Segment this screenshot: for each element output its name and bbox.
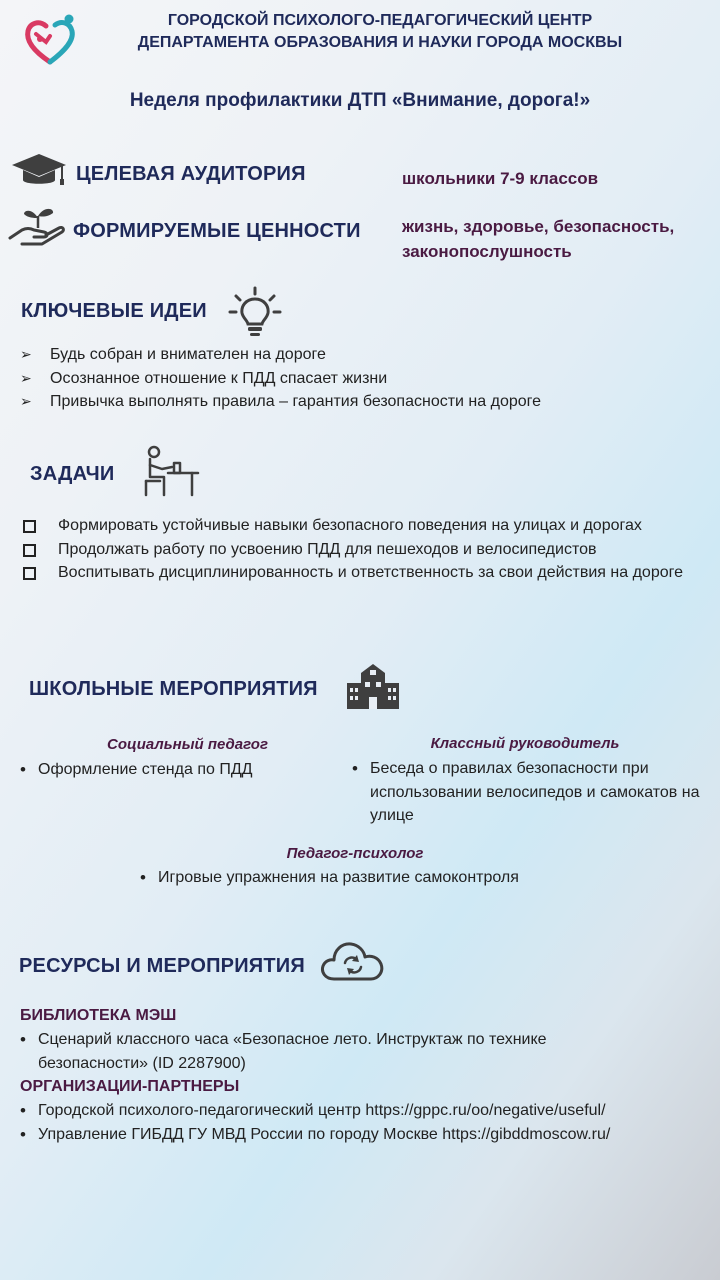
values-value: [402, 214, 674, 264]
org-line-2: ДЕПАРТАМЕНТА ОБРАЗОВАНИЯ И НАУКИ ГОРОДА МОСКВЫ: [137, 34, 623, 51]
cloud-sync-icon: [318, 937, 388, 983]
list-item: ➢ Будь собран и внимателен на дороге: [20, 343, 700, 367]
list-item: • Оформление стенда по ПДД: [20, 758, 320, 782]
tasks-list: [20, 514, 705, 585]
values-line-2: законопослушность: [402, 242, 572, 261]
list-item: • Беседа о правилах безопасности при использовании велосипедов и самокатов на улице: [352, 757, 707, 828]
role-psychologist: Педагог-психолог: [286, 845, 424, 862]
library-list: [20, 1028, 595, 1075]
list-item: • Игровые упражнения на развитие самоконтроля: [140, 866, 640, 890]
page-subtitle: Неделя профилактики ДТП «Внимание, дорога!»: [129, 90, 591, 111]
class-teacher-list: [352, 757, 707, 828]
partners-title: ОРГАНИЗАЦИИ-ПАРТНЕРЫ: [20, 1078, 240, 1095]
org-line-1: ГОРОДСКОЙ ПСИХОЛОГО-ПЕДАГОГИЧЕСКИЙ ЦЕНТР: [167, 12, 593, 29]
role-social-pedagogue: Социальный педагог: [107, 736, 268, 753]
tasks-title: ЗАДАЧИ: [30, 463, 115, 485]
list-item: Формировать устойчивые навыки безопасного поведения на улицах и дорогах: [20, 514, 705, 538]
values-line-1: жизнь, здоровье, безопасность,: [402, 217, 675, 236]
partners-list: [20, 1099, 710, 1146]
list-item: • Управление ГИБДД ГУ МВД России по городу Москве https://gibddmoscow.ru/: [20, 1123, 710, 1147]
list-item: Воспитывать дисциплинированность и ответственность за свои действия на дороге: [20, 561, 705, 585]
library-title: БИБЛИОТЕКА МЭШ: [20, 1007, 177, 1024]
audience-label: ЦЕЛЕВАЯ АУДИТОРИЯ: [76, 163, 306, 185]
psychologist-list: [140, 866, 640, 890]
organization-title: [130, 10, 630, 54]
school-building-icon: [345, 663, 401, 711]
list-item: • Сценарий классного часа «Безопасное лето. Инструктаж по технике безопасности» (ID 2287900): [20, 1028, 595, 1075]
list-item: ➢ Осознанное отношение к ПДД спасает жизни: [20, 367, 700, 391]
role-class-teacher: Классный руководитель: [430, 735, 620, 752]
lightbulb-icon: [228, 286, 282, 338]
social-pedagogue-list: [20, 758, 320, 782]
hand-sprout-icon: [8, 204, 68, 250]
list-item: ➢ Привычка выполнять правила – гарантия безопасности на дороге: [20, 390, 700, 414]
graduation-cap-icon: [10, 152, 68, 188]
key-ideas-title: КЛЮЧЕВЫЕ ИДЕИ: [21, 300, 207, 322]
audience-value: школьники 7-9 классов: [402, 169, 599, 188]
school-events-title: ШКОЛЬНЫЕ МЕРОПРИЯТИЯ: [29, 678, 318, 700]
key-ideas-list: [20, 343, 700, 414]
resources-title: РЕСУРСЫ И МЕРОПРИЯТИЯ: [19, 955, 305, 977]
list-item: • Городской психолого-педагогический центр https://gppc.ru/oo/negative/useful/: [20, 1099, 710, 1123]
list-item: Продолжать работу по усвоению ПДД для пешеходов и велосипедистов: [20, 538, 705, 562]
heart-logo-icon: [22, 12, 78, 68]
student-desk-icon: [142, 445, 200, 497]
values-label: ФОРМИРУЕМЫЕ ЦЕННОСТИ: [73, 220, 361, 242]
